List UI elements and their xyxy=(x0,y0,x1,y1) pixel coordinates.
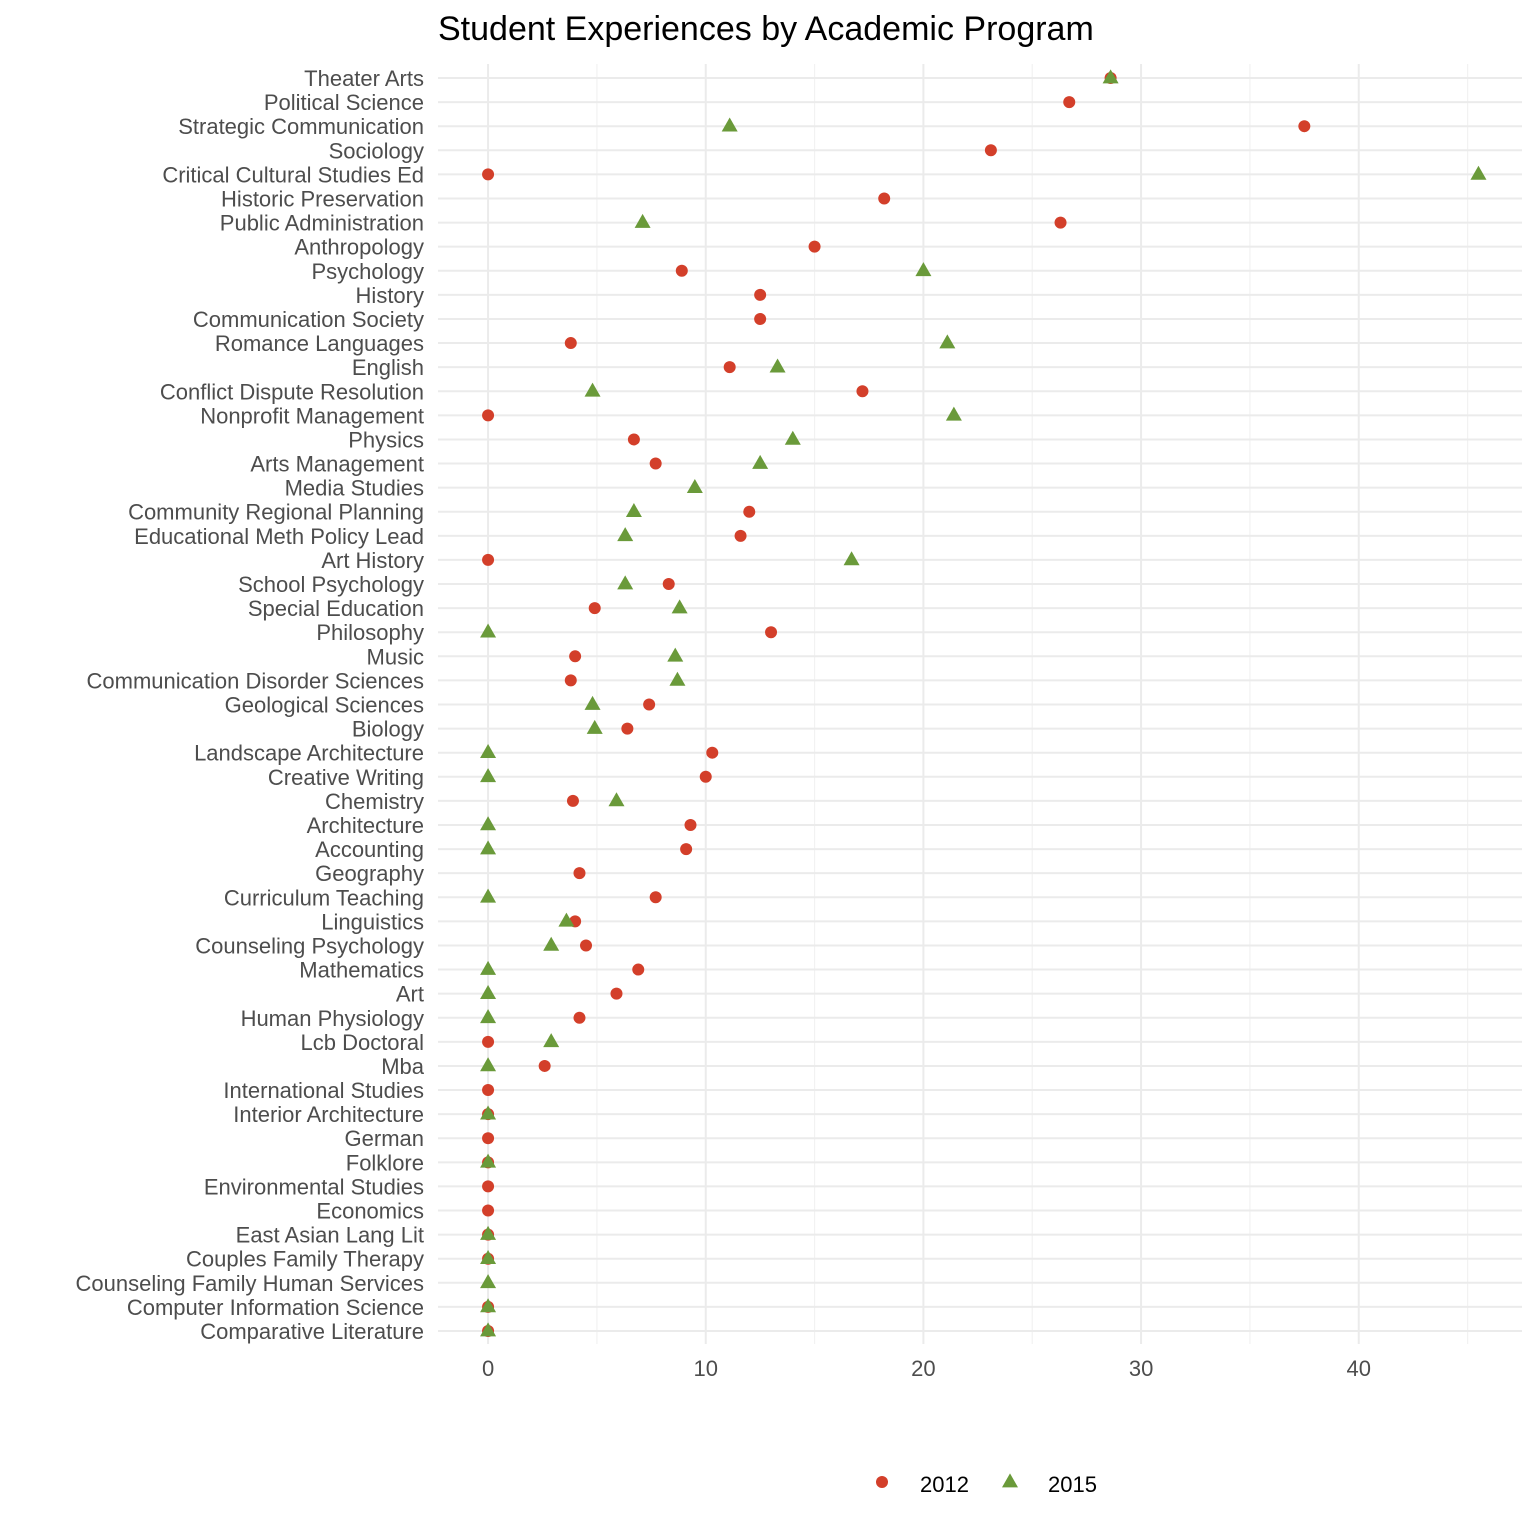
data-point-2015 xyxy=(669,672,685,686)
data-point-2012 xyxy=(706,747,718,759)
data-point-2015 xyxy=(844,551,860,565)
x-tick-label: 0 xyxy=(481,1356,495,1381)
data-point-2012 xyxy=(700,771,712,783)
data-point-2015 xyxy=(617,575,633,589)
category-label: Art xyxy=(395,981,424,1007)
data-point-2012 xyxy=(1298,120,1310,132)
data-point-2015 xyxy=(480,889,496,903)
category-label: Interior Architecture xyxy=(233,1102,424,1128)
category-label: Human Physiology xyxy=(240,1005,424,1031)
category-label: Geological Sciences xyxy=(224,692,424,718)
data-point-2012 xyxy=(856,385,868,397)
data-point-2015 xyxy=(785,431,801,445)
category-label: Biology xyxy=(351,716,424,742)
data-point-2015 xyxy=(722,118,738,132)
data-point-2012 xyxy=(621,723,633,735)
category-label: Linguistics xyxy=(321,909,424,935)
category-label: History xyxy=(355,282,424,308)
data-point-2012 xyxy=(482,409,494,421)
data-point-2015 xyxy=(752,455,768,469)
category-label: Comparative Literature xyxy=(200,1319,424,1344)
category-label: International Studies xyxy=(223,1078,424,1104)
category-labels xyxy=(76,66,425,1344)
x-tick-label: 10 xyxy=(693,1356,718,1381)
category-label: Chemistry xyxy=(324,788,424,814)
data-point-2012 xyxy=(565,674,577,686)
data-point-2015 xyxy=(626,503,642,517)
data-point-2012 xyxy=(482,1180,494,1192)
data-point-2012 xyxy=(1063,96,1075,108)
x-tick-label: 20 xyxy=(911,1356,936,1381)
category-label: Romance Languages xyxy=(214,331,424,357)
data-point-2015 xyxy=(587,720,603,734)
category-label: Strategic Communication xyxy=(178,114,424,140)
x-tick-label: 30 xyxy=(1128,1356,1154,1381)
category-label: Arts Management xyxy=(250,451,424,477)
data-point-2015 xyxy=(915,262,931,276)
category-label: Creative Writing xyxy=(267,764,424,790)
data-point-2012 xyxy=(754,289,766,301)
legend-label-2015: 2015 xyxy=(1048,1472,1097,1497)
category-label: English xyxy=(351,355,424,381)
data-point-2012 xyxy=(569,650,581,662)
points-layer xyxy=(480,69,1486,1337)
category-label: Philosophy xyxy=(316,620,424,646)
category-label: Accounting xyxy=(315,837,424,863)
data-point-2015 xyxy=(480,1009,496,1023)
data-point-2015 xyxy=(480,1057,496,1071)
x-tick-label: 40 xyxy=(1346,1356,1371,1381)
data-point-2012 xyxy=(684,819,696,831)
data-point-2015 xyxy=(617,527,633,541)
category-label: Architecture xyxy=(306,812,424,838)
category-label: Theater Arts xyxy=(304,66,424,91)
data-point-2015 xyxy=(480,744,496,758)
data-point-2012 xyxy=(573,867,585,879)
category-label: Psychology xyxy=(311,258,424,284)
data-point-2015 xyxy=(667,648,683,662)
data-point-2012 xyxy=(663,578,675,590)
category-label: Historic Preservation xyxy=(221,186,424,212)
data-point-2012 xyxy=(580,939,592,951)
category-label: Sociology xyxy=(328,138,424,164)
data-point-2012 xyxy=(643,699,655,711)
category-label: Environmental Studies xyxy=(203,1174,424,1200)
data-point-2015 xyxy=(608,792,624,806)
data-point-2012 xyxy=(1055,217,1067,229)
category-label: Curriculum Teaching xyxy=(223,885,424,911)
data-point-2015 xyxy=(1470,166,1486,180)
data-point-2015 xyxy=(585,383,601,397)
data-point-2012 xyxy=(878,192,890,204)
data-point-2012 xyxy=(680,843,692,855)
category-label: Educational Meth Policy Lead xyxy=(134,523,424,549)
data-point-2012 xyxy=(573,1012,585,1024)
data-point-2012 xyxy=(628,433,640,445)
data-point-2012 xyxy=(754,313,766,325)
category-label: Special Education xyxy=(247,596,424,622)
data-point-2015 xyxy=(543,1033,559,1047)
category-label: Landscape Architecture xyxy=(194,740,424,766)
category-label: Anthropology xyxy=(294,234,424,260)
category-label: School Psychology xyxy=(238,572,424,598)
data-point-2015 xyxy=(480,624,496,638)
data-point-2012 xyxy=(610,988,622,1000)
category-label: East Asian Lang Lit xyxy=(235,1222,424,1248)
category-label: Conflict Dispute Resolution xyxy=(159,379,424,405)
data-point-2015 xyxy=(480,961,496,975)
data-point-2015 xyxy=(480,840,496,854)
category-label: Mba xyxy=(381,1053,424,1079)
data-point-2012 xyxy=(676,265,688,277)
category-label: Nonprofit Management xyxy=(200,403,424,429)
data-point-2015 xyxy=(480,1274,496,1288)
data-point-2015 xyxy=(480,816,496,830)
data-point-2015 xyxy=(672,599,688,613)
category-label: Counseling Psychology xyxy=(195,933,424,959)
category-label: Media Studies xyxy=(284,475,424,501)
data-point-2012 xyxy=(809,241,821,253)
data-point-2012 xyxy=(482,1205,494,1217)
category-label: Computer Information Science xyxy=(126,1294,424,1320)
data-point-2012 xyxy=(743,506,755,518)
data-point-2012 xyxy=(482,1084,494,1096)
legend-key-2012 xyxy=(876,1476,888,1488)
category-label: Communication Society xyxy=(192,306,424,332)
category-label: Art History xyxy=(321,547,424,573)
data-point-2012 xyxy=(724,361,736,373)
category-label: Critical Cultural Studies Ed xyxy=(162,162,424,188)
category-label: Lcb Doctoral xyxy=(300,1029,424,1055)
data-point-2012 xyxy=(482,168,494,180)
x-tick-labels xyxy=(482,1356,1371,1381)
data-point-2015 xyxy=(480,985,496,999)
data-point-2012 xyxy=(650,458,662,470)
data-point-2012 xyxy=(735,530,747,542)
category-label: Public Administration xyxy=(219,210,424,236)
data-point-2012 xyxy=(985,144,997,156)
data-point-2012 xyxy=(589,602,601,614)
grid-layer xyxy=(438,64,1522,1344)
data-point-2012 xyxy=(765,626,777,638)
data-point-2012 xyxy=(565,337,577,349)
category-label: Geography xyxy=(315,861,424,887)
data-point-2015 xyxy=(946,407,962,421)
category-label: Community Regional Planning xyxy=(128,499,424,525)
category-label: Economics xyxy=(316,1198,424,1224)
category-label: Political Science xyxy=(263,90,424,116)
data-point-2012 xyxy=(482,1036,494,1048)
data-point-2012 xyxy=(650,891,662,903)
category-label: German xyxy=(344,1126,424,1152)
category-label: Music xyxy=(366,644,424,670)
category-label: Mathematics xyxy=(299,957,424,983)
data-point-2015 xyxy=(687,479,703,493)
data-point-2012 xyxy=(632,964,644,976)
category-label: Physics xyxy=(348,427,424,453)
data-point-2012 xyxy=(482,554,494,566)
data-point-2015 xyxy=(770,358,786,372)
data-point-2012 xyxy=(567,795,579,807)
category-label: Counseling Family Human Services xyxy=(75,1270,424,1296)
data-point-2015 xyxy=(543,937,559,951)
data-point-2012 xyxy=(539,1060,551,1072)
legend xyxy=(876,1472,1097,1497)
data-point-2015 xyxy=(585,696,601,710)
category-label: Communication Disorder Sciences xyxy=(86,668,424,694)
data-point-2015 xyxy=(939,334,955,348)
legend-label-2012: 2012 xyxy=(920,1472,969,1497)
category-label: Couples Family Therapy xyxy=(185,1246,424,1272)
legend-key-2015 xyxy=(1002,1473,1018,1487)
data-point-2015 xyxy=(635,214,651,228)
data-point-2012 xyxy=(482,1132,494,1144)
chart-title: Student Experiences by Academic Program xyxy=(438,10,1094,48)
category-label: Folklore xyxy=(345,1150,424,1176)
data-point-2015 xyxy=(480,768,496,782)
